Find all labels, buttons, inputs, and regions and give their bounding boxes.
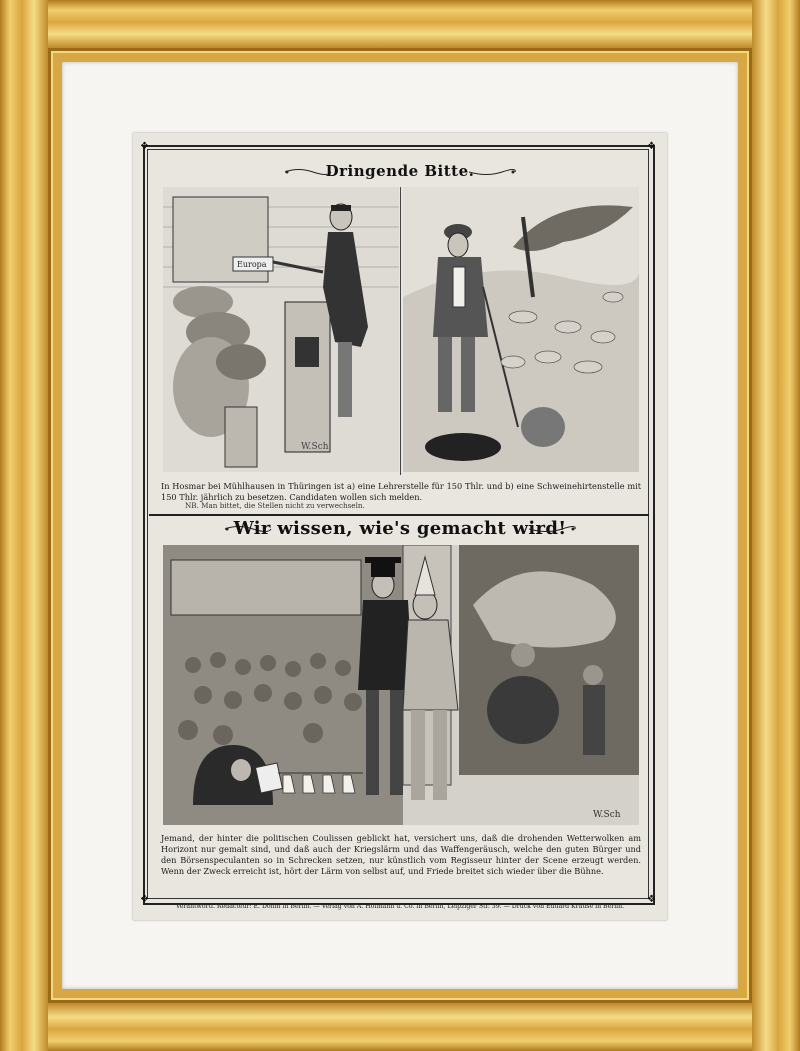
- corner-ornament-icon: ❖: [647, 141, 656, 152]
- corner-ornament-icon: ❖: [140, 894, 149, 905]
- illustration-theatre-backstage: [163, 545, 639, 825]
- cartoon-title-bottom: Wir wissen, wie's gemacht wird!: [233, 518, 567, 539]
- imprint-line: Verantwortl. Redacteur: E. Dohm in Berlin. — Verlag von A. Hofmann u. Co. in Berlin, Leipziger Str. 39. — Druck von Eduard Krause in Berlin.: [175, 903, 625, 910]
- artist-signature-top: W.Sch: [301, 442, 329, 452]
- flourish-right-icon: [527, 524, 577, 534]
- caption-top: In Hosmar bei Mühlhausen in Thüringen ist a) eine Lehrerstelle für 150 Thlr. und b) eine Schweinehirtenstelle mit 150 Thlr. jährlich zu besetzen. Candidaten wollen sich melden.: [161, 481, 641, 503]
- europa-sign: Europa: [237, 260, 267, 269]
- cartoon-title-top: Dringende Bitte.: [325, 162, 475, 180]
- flourish-right-icon: [467, 167, 517, 177]
- artist-signature-bottom: W.Sch: [593, 810, 621, 820]
- section-divider: [149, 514, 649, 516]
- illustration-teacher-and-pigs: [163, 187, 399, 472]
- caption-bottom: Jemand, der hinter die politischen Coulissen geblickt hat, versichert uns, daß die drohenden Wetterwolken am Horizont nur gemalt sind, und daß auch der Kriegslärm und das Waffengeräusch, welche den guten Bürger und den Börsenspeculanten so in Schrecken setzen, nur künstlich vom Regisseur hinter der Scene erzeugt werden. Wenn der Zweck erreicht ist, hört der Lärm von selbst auf, und Friede breitet sich wieder über die Bühne.: [161, 833, 641, 877]
- panel-separator: [400, 187, 401, 475]
- newspaper-page: [133, 133, 667, 920]
- corner-ornament-icon: ❖: [647, 894, 656, 905]
- note-top: NB. Man bittet, die Stellen nicht zu verwechseln.: [185, 501, 365, 510]
- corner-ornament-icon: ❖: [140, 141, 149, 152]
- illustration-swineherd: [403, 187, 639, 472]
